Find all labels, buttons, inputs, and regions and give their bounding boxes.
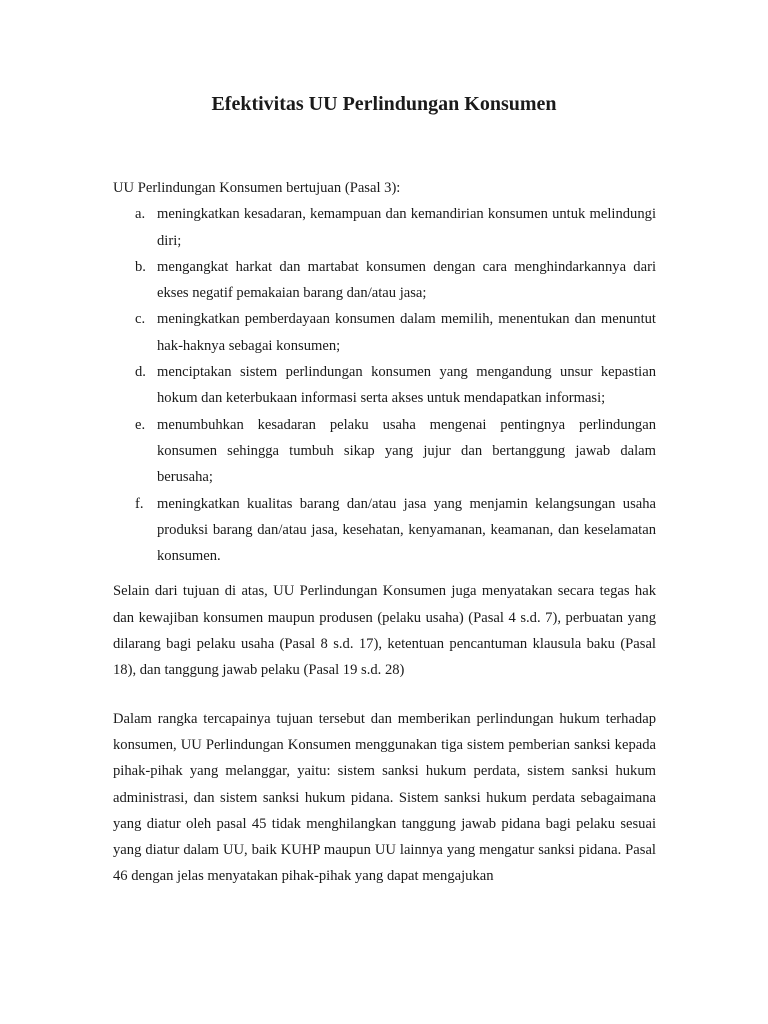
paragraph-rights-obligations: Selain dari tujuan di atas, UU Perlindungan Konsumen juga menyatakan secara tegas hak dan kewajiban konsumen maupun produsen (pelaku usaha) (Pasal 4 s.d. 7), perbuatan yang dilarang bagi pelaku usaha (Pasal 8 s.d. 17), ketentuan pencantuman klausula baku (Pasal 18), dan tanggung jawab pelaku (Pasal 19 s.d. 28) <box>113 583 656 679</box>
list-item-text: menciptakan sistem perlindungan konsumen yang mengandung unsur kepastian hokum dan keterbukaan informasi serta akses untuk mendapatkan informasi; <box>157 364 656 407</box>
list-marker: f. <box>135 495 144 512</box>
list-item-text: meningkatkan kesadaran, kemampuan dan kemandirian konsumen untuk melindungi diri; <box>157 206 656 249</box>
list-marker: a. <box>135 206 146 223</box>
document-title: Efektivitas UU Perlindungan Konsumen <box>211 93 557 115</box>
goals-list <box>113 201 656 569</box>
intro-text: UU Perlindungan Konsumen bertujuan (Pasal 3): <box>113 180 401 196</box>
list-item <box>113 359 656 412</box>
list-item <box>113 412 656 491</box>
list-item-text: meningkatkan pemberdayaan konsumen dalam memilih, menentukan dan menuntut hak-haknya sebagai konsumen; <box>157 311 656 354</box>
paragraph-sanctions: Dalam rangka tercapainya tujuan tersebut dan memberikan perlindungan hukum terhadap konsumen, UU Perlindungan Konsumen menggunakan tiga sistem pemberian sanksi kepada pihak-pihak yang melanggar, yaitu: sistem sanksi hukum perdata, sistem sanksi hukum administrasi, dan sistem sanksi hukum pidana. Sistem sanksi hukum perdata sebagaimana yang diatur oleh pasal 45 tidak menghilangkan tanggung jawab pidana bagi pelaku sesuai yang diatur dalam UU, baik KUHP maupun UU lainnya yang mengatur sanksi pidana. Pasal 46 dengan jelas menyatakan pihak-pihak yang dapat mengajukan <box>113 710 656 885</box>
list-item-text: meningkatkan kualitas barang dan/atau jasa yang menjamin kelangsungan usaha produksi barang dan/atau jasa, kesehatan, kenyamanan, keamanan, dan keselamatan konsumen. <box>157 495 656 565</box>
list-item <box>113 201 656 254</box>
list-marker: e. <box>135 416 146 433</box>
list-item <box>113 254 656 307</box>
list-item <box>113 306 656 359</box>
list-marker: d. <box>135 364 146 381</box>
document-body <box>113 175 656 890</box>
list-marker: c. <box>135 311 146 328</box>
list-item <box>113 491 656 570</box>
list-marker: b. <box>135 258 146 275</box>
list-item-text: menumbuhkan kesadaran pelaku usaha mengenai pentingnya perlindungan konsumen sehingga tumbuh sikap yang jujur dan bertanggung jawab dalam berusaha; <box>157 416 656 486</box>
list-item-text: mengangkat harkat dan martabat konsumen dengan cara menghindarkannya dari ekses negatif pemakaian barang dan/atau jasa; <box>157 258 656 302</box>
